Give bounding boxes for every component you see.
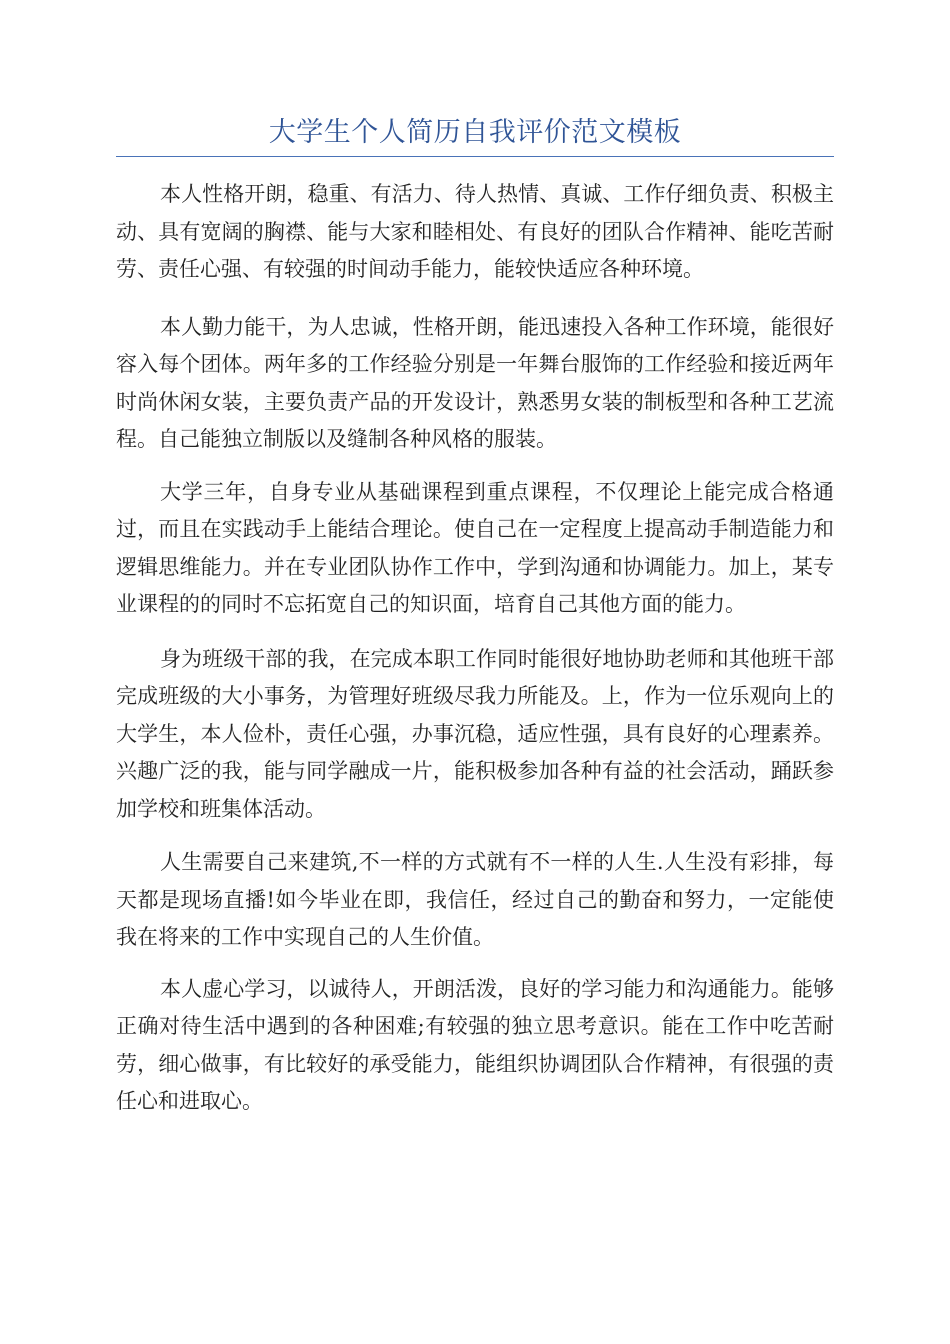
- paragraph-personality: 本人性格开朗，稳重、有活力、待人热情、真诚、工作仔细负责、积极主动、具有宽阔的胸襟、能与大家和睦相处、有良好的团队合作精神、能吃苦耐劳、责任心强、有较强的时间动手能力，能较快适应各种环境。: [116, 182, 834, 281]
- title-block: [116, 112, 834, 157]
- document-body: [116, 176, 834, 1141]
- document-title: 大学生个人简历自我评价范文模板: [268, 117, 682, 148]
- paragraph-class-cadre: 身为班级干部的我，在完成本职工作同时能很好地协助老师和其他班干部完成班级的大小事务，为管理好班级尽我力所能及。上，作为一位乐观向上的大学生，本人俭朴，责任心强，办事沉稳，适应性强，具有良好的心理素养。兴趣广泛的我，能与同学融成一片，能积极参加各种有益的社会活动，踊跃参加学校和班集体活动。: [116, 646, 834, 821]
- paragraph-learning-attitude: 本人虚心学习，以诚待人，开朗活泼，良好的学习能力和沟通能力。能够正确对待生活中遇到的各种困难;有较强的独立思考意识。能在工作中吃苦耐劳，细心做事，有比较好的承受能力，能组织协调团队合作精神，有很强的责任心和进取心。: [116, 976, 834, 1113]
- paragraph-work-experience: 本人勤力能干，为人忠诚，性格开朗，能迅速投入各种工作环境，能很好容入每个团体。两年多的工作经验分别是一年舞台服饰的工作经验和接近两年时尚休闲女装，主要负责产品的开发设计，熟悉男女装的制板型和各种工艺流程。自己能独立制版以及缝制各种风格的服装。: [116, 314, 834, 451]
- paragraph-university-study: 大学三年，自身专业从基础课程到重点课程，不仅理论上能完成合格通过，而且在实践动手上能结合理论。使自己在一定程度上提高动手制造能力和逻辑思维能力。并在专业团队协作工作中，学到沟通和协调能力。加上，某专业课程的的同时不忘拓宽自己的知识面，培育自己其他方面的能力。: [116, 479, 834, 616]
- paragraph-life-goals: 人生需要自己来建筑,不一样的方式就有不一样的人生.人生没有彩排，每天都是现场直播!如今毕业在即，我信任，经过自己的勤奋和努力，一定能使我在将来的工作中实现自己的人生价值。: [116, 850, 834, 949]
